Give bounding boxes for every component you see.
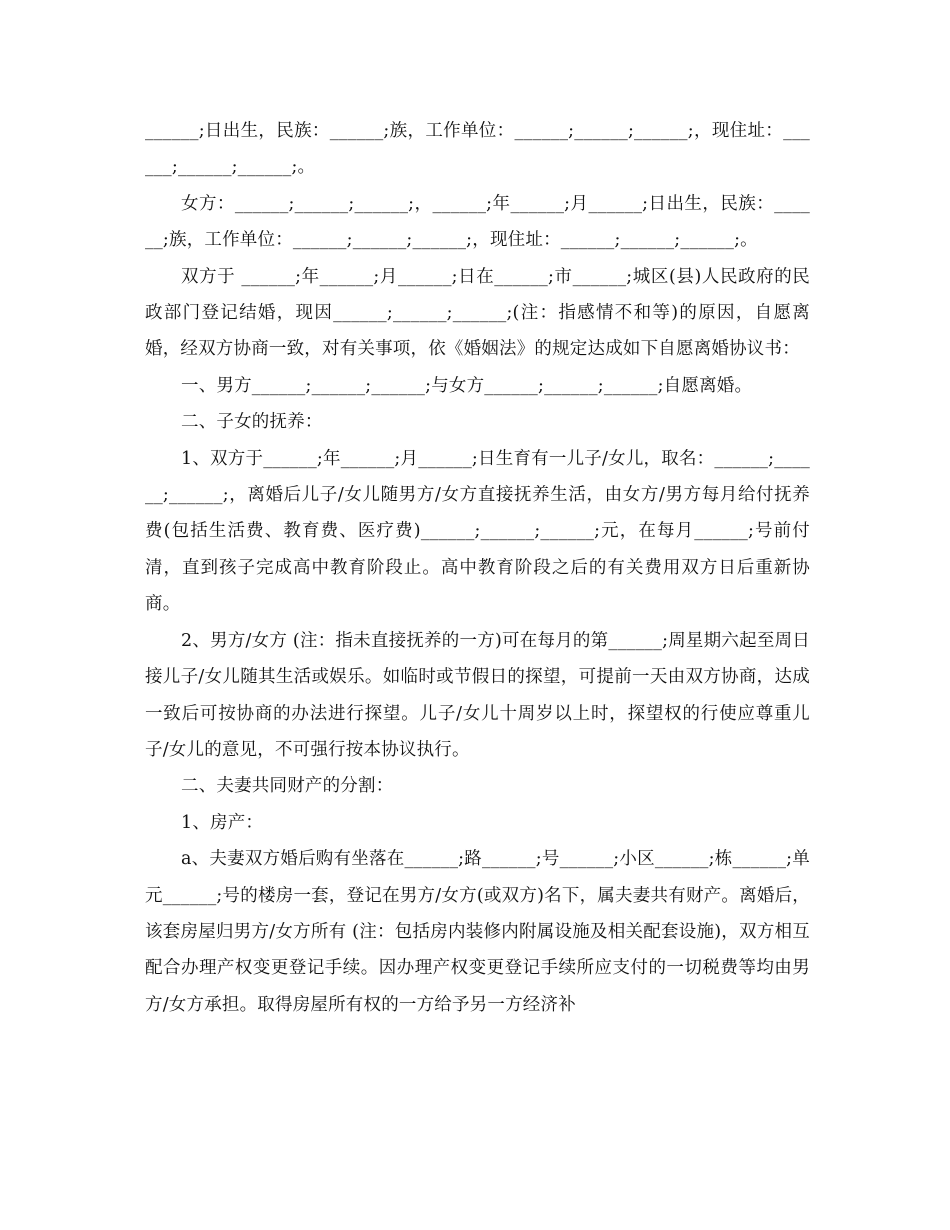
heading-property-division: 二、夫妻共同财产的分割： bbox=[181, 776, 394, 797]
paragraph-woman-info: 女方：______;______;______;，______;年______;月______;日出生，民族：______;族，工作单位：______;______;______;，现住址：______;______;______;。 bbox=[145, 193, 810, 251]
agreement-body bbox=[145, 113, 810, 1023]
heading-child-custody: 二、子女的抚养： bbox=[181, 412, 323, 433]
paragraph-house-ownership: a、夫妻双方婚后购有坐落在______;路______;号______;小区______;栋______;单元______;号的楼房一套，登记在男方/女方(或双方)名下，属夫妻共有财产。离婚后，该套房屋归男方/女方所有 (注：包括房内装修内附属设施及相关配套设施)，双方相互配合办理产权变更登记手续。因办理产权变更登记手续所应支付的一切税费等均由男方/女方承担。取得房屋所有权的一方给予另一方经济补 bbox=[145, 849, 810, 1015]
paragraph-man-info-continued: ______;日出生，民族：______;族，工作单位：______;______;______;，现住址：______;______;______;。 bbox=[145, 121, 810, 178]
paragraph-clause-1-divorce: 一、男方______;______;______;与女方______;______;______;自愿离婚。 bbox=[181, 375, 753, 396]
heading-real-estate: 1、房产： bbox=[181, 812, 264, 833]
paragraph-marriage-registration: 双方于 ______;年______;月______;日在______;市______;城区(县)人民政府的民政部门登记结婚，现因______;______;______;(注：指感情不和等)的原因，自愿离婚，经双方协商一致，对有关事项，依《婚姻法》的规定达成如下自愿离婚协议书： bbox=[145, 266, 810, 360]
paragraph-child-support: 1、双方于______;年______;月______;日生育有一儿子/女儿，取名：______;______;______;，离婚后儿子/女儿随男方/女方直接抚养生活，由女方/男方每月给付抚养费(包括生活费、教育费、医疗费)______;______;______;元，在每月______;号前付清，直到孩子完成高中教育阶段止。高中教育阶段之后的有关费用双方日后重新协商。 bbox=[145, 448, 810, 615]
paragraph-visitation-rights: 2、男方/女方 (注：指未直接抚养的一方)可在每月的第______;周星期六起至周日接儿子/女儿随其生活或娱乐。如临时或节假日的探望，可提前一天由双方协商，达成一致后可按协商的办法进行探望。儿子/女儿十周岁以上时，探望权的行使应尊重儿子/女儿的意见，不可强行按本协议执行。 bbox=[145, 630, 810, 760]
